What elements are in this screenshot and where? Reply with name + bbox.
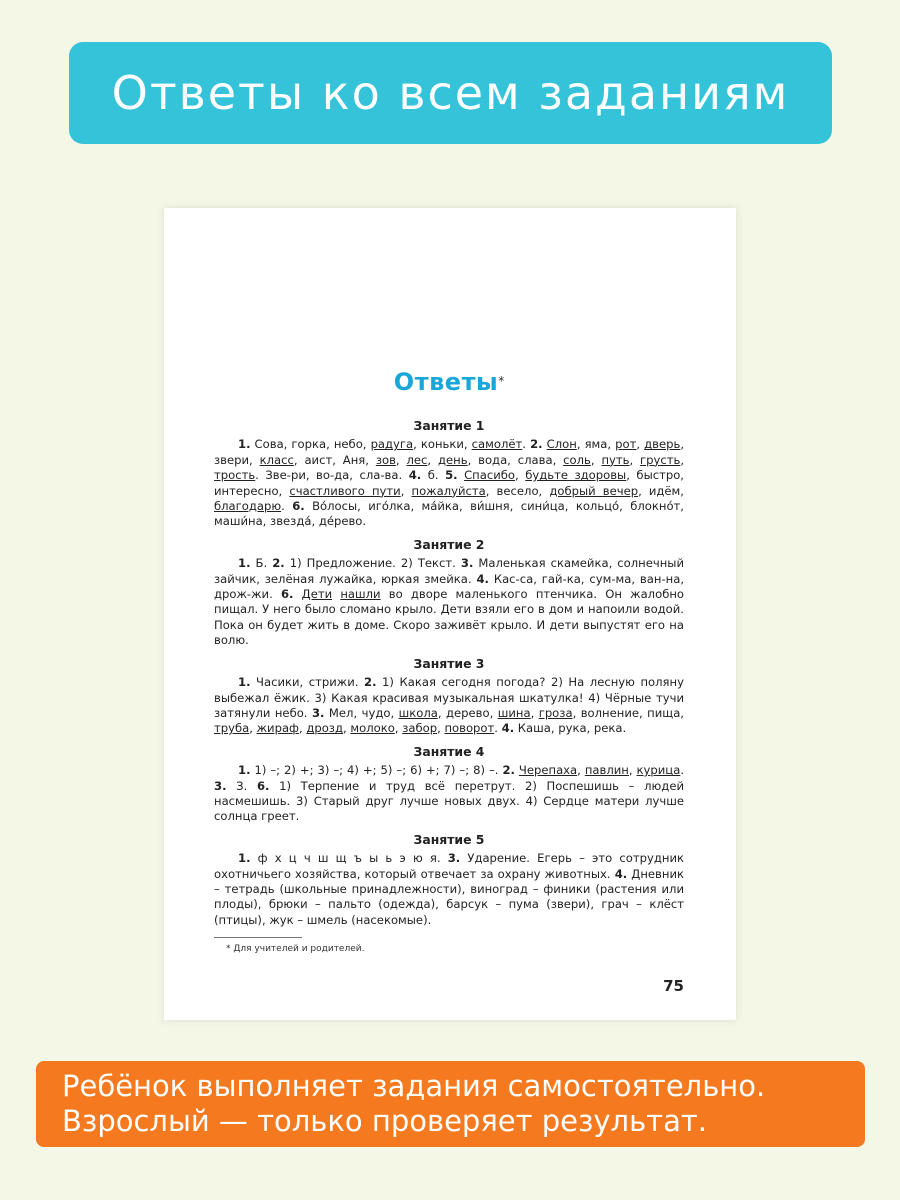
answer-text: Ударение. Егерь – это сотрудник охотничьего хозяйства, который отвечает за охрану животных. bbox=[214, 851, 684, 881]
task-number: 1. bbox=[238, 851, 251, 866]
answer-text: Дневник – тетрадь (школьные принадлежности), виноград – финики (растения или плоды), брюки – пальто (одежда), барсук – пума (звери), грач – клёст (птицы), жук – шмель (насекомые). bbox=[214, 866, 684, 927]
lesson-heading: Занятие 1 bbox=[413, 418, 485, 433]
underlined-word: лес bbox=[406, 452, 428, 467]
answer-text: 1) –; 2) +; 3) –; 4) +; 5) –; 6) +; 7) –; 8) –. bbox=[250, 763, 503, 778]
answer-text: , идём, bbox=[638, 483, 684, 498]
answer-text: . bbox=[281, 499, 293, 514]
underlined-word: поворот bbox=[444, 721, 495, 736]
underlined-word: молоко bbox=[350, 721, 395, 736]
answer-text: , bbox=[629, 452, 641, 467]
underlined-word: школа bbox=[398, 705, 438, 720]
underlined-word: будьте здоровы bbox=[525, 468, 627, 483]
footnote-divider bbox=[214, 937, 302, 938]
task-number: 4. bbox=[614, 866, 628, 881]
task-number: 2. bbox=[530, 437, 543, 452]
underlined-word: гроза bbox=[538, 705, 573, 720]
answer-text: , bbox=[590, 452, 602, 467]
lesson-section bbox=[214, 418, 684, 530]
answer-text: , bbox=[437, 721, 445, 736]
answer-text: , bbox=[400, 483, 412, 498]
answer-text: , bbox=[343, 721, 351, 736]
answer-text: , яма, bbox=[576, 437, 616, 452]
underlined-word: Черепаха bbox=[518, 763, 578, 778]
lesson-answers bbox=[214, 675, 684, 737]
title-footnote-mark: * bbox=[498, 374, 505, 388]
underlined-word: радуга bbox=[370, 437, 414, 452]
underlined-word: класс bbox=[259, 452, 294, 467]
answer-text: Во́лосы, иго́лка, ма́йка, ви́шня, сини́ца, кольцо́, блокно́т, маши́на, звезда́, де́рево. bbox=[214, 499, 684, 529]
task-number: 1. bbox=[238, 763, 251, 778]
underlined-word: жираф bbox=[256, 721, 299, 736]
book-page bbox=[164, 208, 736, 1020]
answer-text: , bbox=[427, 452, 438, 467]
task-number: 3. bbox=[447, 851, 461, 866]
underlined-word: благодарю bbox=[214, 499, 282, 514]
page-number: 75 bbox=[663, 977, 684, 995]
lesson-section bbox=[214, 832, 684, 928]
underlined-word: дверь bbox=[644, 437, 681, 452]
underlined-word: павлин bbox=[584, 763, 629, 778]
lesson-section bbox=[214, 656, 684, 737]
bottom-banner-line-2: Взрослый — только проверяет результат. bbox=[62, 1104, 707, 1138]
answer-text: , bbox=[530, 705, 539, 720]
answer-text: . Зве-ри, во-да, сла-ва. bbox=[255, 468, 409, 483]
task-number: 3. bbox=[460, 556, 474, 571]
answer-text: , весело, bbox=[485, 483, 550, 498]
lesson-heading: Занятие 3 bbox=[413, 655, 485, 671]
underlined-word: забор bbox=[402, 721, 438, 736]
underlined-word: Спасибо bbox=[464, 468, 516, 483]
lesson-heading: Занятие 5 bbox=[413, 831, 485, 847]
lesson-heading: Занятие 4 bbox=[413, 743, 485, 759]
answer-text: , волнение, пища, bbox=[572, 705, 684, 720]
answer-text: Б. bbox=[250, 556, 273, 571]
answer-text bbox=[293, 587, 301, 601]
answer-text: Кас-са, гай-ка, сум-ма, ван-на, дрож-жи. bbox=[214, 571, 685, 602]
top-banner bbox=[69, 42, 832, 144]
answer-text: З. bbox=[226, 778, 257, 793]
underlined-word: Слон bbox=[546, 437, 577, 452]
lesson-section bbox=[214, 744, 684, 825]
answer-text: , bbox=[628, 763, 637, 778]
underlined-word: грусть bbox=[640, 452, 681, 467]
answer-text: . bbox=[494, 721, 502, 736]
task-number: 4. bbox=[476, 571, 489, 586]
answer-text: , bbox=[394, 721, 403, 736]
answer-text: Сова, горка, небо, bbox=[250, 437, 371, 452]
task-number: 1. bbox=[238, 437, 251, 452]
answer-text: , bbox=[577, 763, 585, 778]
underlined-word: зов bbox=[375, 452, 396, 467]
underlined-word: трость bbox=[214, 468, 256, 483]
task-number: 6. bbox=[280, 587, 294, 602]
answer-text: 1) Предложение. 2) Текст. bbox=[284, 556, 461, 571]
task-number: 2. bbox=[502, 763, 515, 778]
underlined-word: день bbox=[438, 452, 468, 467]
lesson-heading: Занятие 2 bbox=[413, 536, 485, 552]
answer-text: . bbox=[680, 763, 684, 778]
answer-text: , звери, bbox=[214, 437, 685, 467]
answer-text: , дерево, bbox=[437, 705, 498, 720]
lesson-answers bbox=[214, 851, 684, 928]
answer-text: , bbox=[395, 452, 407, 467]
footnote: * Для учителей и родителей. bbox=[226, 944, 365, 955]
task-number: 1. bbox=[238, 556, 251, 571]
underlined-word: добрый вечер bbox=[549, 483, 639, 498]
answer-text: б. bbox=[421, 468, 446, 483]
page-title: Ответы bbox=[393, 367, 499, 396]
answer-text: . bbox=[522, 437, 531, 452]
task-number: 4. bbox=[408, 468, 422, 483]
answer-text: , аист, Аня, bbox=[293, 452, 376, 467]
answer-text: Мел, чудо, bbox=[324, 705, 399, 720]
answer-text: , bbox=[249, 721, 257, 736]
answer-text: , коньки, bbox=[413, 437, 472, 452]
page-content bbox=[214, 367, 685, 958]
underlined-word: соль bbox=[563, 452, 591, 467]
underlined-word: самолёт bbox=[471, 437, 523, 452]
lessons-list bbox=[214, 418, 684, 928]
lesson-section bbox=[214, 537, 684, 649]
answer-text: , быстро, интересно, bbox=[214, 468, 684, 498]
underlined-word: курица bbox=[636, 763, 681, 778]
task-number: 6. bbox=[256, 778, 270, 793]
task-number: 3. bbox=[214, 778, 227, 793]
underlined-word: нашли bbox=[340, 587, 381, 602]
underlined-word: пожалуйста bbox=[411, 483, 486, 498]
underlined-word: счастливого пути bbox=[289, 483, 401, 498]
answer-text: 1) Терпение и труд всё перетрут. 2) Поспешишь – людей насмешишь. 3) Старый друг лучше новых двух. 4) Сердце матери лучше солнца греет. bbox=[214, 778, 684, 824]
answer-text: , bbox=[636, 437, 645, 452]
answer-text: во дворе маленького птенчика. Он жалобно пищал. У него было сломано крыло. Дети взяли его в дом и напоили водой. Пока он будет жить в доме. Скоро заживёт крыло. И дети выпустят его на волю. bbox=[214, 587, 685, 648]
underlined-word: труба bbox=[214, 721, 250, 736]
underlined-word: шина bbox=[497, 705, 531, 720]
answer-text: , bbox=[298, 721, 307, 736]
lesson-answers bbox=[214, 437, 684, 529]
answer-text: , вода, слава, bbox=[467, 452, 564, 467]
lesson-answers bbox=[214, 556, 684, 648]
underlined-word: путь bbox=[601, 452, 630, 467]
answer-text: ф х ц ч ш щ ъ ы ь э ю я. bbox=[250, 851, 448, 866]
answer-text: 1) Какая сегодня погода? 2) На лесную поляну выбежал ёжик. 3) Какая красивая музыкальная шкатулка! 4) Чёрные тучи затянули небо. bbox=[214, 675, 684, 720]
underlined-word: рот bbox=[615, 437, 637, 452]
task-number: 3. bbox=[311, 705, 325, 720]
top-banner-text: Ответы ко всем заданиям bbox=[111, 66, 790, 120]
task-number: 1. bbox=[238, 675, 251, 690]
underlined-word: Дети bbox=[301, 587, 333, 602]
page-title-wrap bbox=[214, 367, 684, 406]
answer-text: Маленькая скамейка, солнечный зайчик, зелёная лужайка, юркая змейка. bbox=[214, 556, 685, 586]
task-number: 2. bbox=[364, 675, 377, 690]
task-number: 5. bbox=[445, 468, 458, 483]
answer-text: , bbox=[515, 468, 526, 483]
task-number: 2. bbox=[272, 556, 285, 571]
underlined-word: дрозд bbox=[306, 721, 343, 736]
bottom-banner-line-1: Ребёнок выполняет задания самостоятельно. bbox=[62, 1069, 766, 1103]
answer-text: Часики, стрижи. bbox=[250, 675, 365, 690]
answer-text: Каша, рука, река. bbox=[514, 721, 627, 736]
answer-text: , bbox=[680, 452, 685, 467]
task-number: 6. bbox=[292, 499, 305, 514]
lesson-answers bbox=[214, 763, 684, 825]
bottom-banner bbox=[36, 1061, 865, 1147]
task-number: 4. bbox=[501, 721, 515, 736]
